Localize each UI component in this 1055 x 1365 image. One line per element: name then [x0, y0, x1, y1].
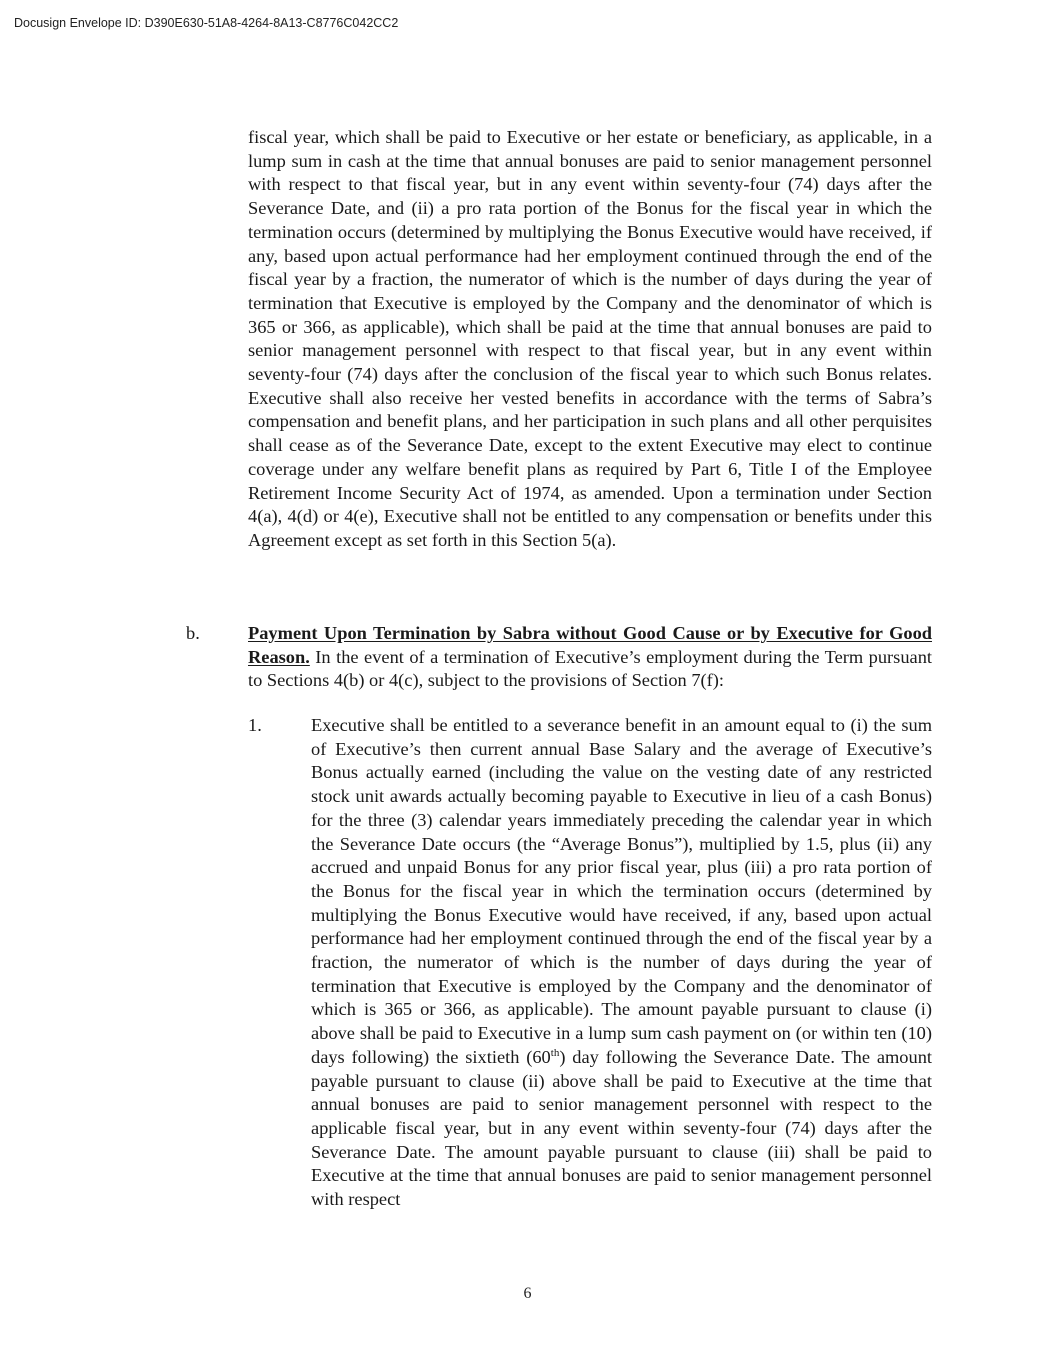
subsection-1-text-part-1: Executive shall be entitled to a severance benefit in an amount equal to (i) the sum of Executive’s then current annual Base Salary and the average of Executive’s Bonus actually earned (including the value on the vesting date of any restricted stock unit awards actually becoming payable to Executive in lieu of a cash Bonus) for the three (3) calendar years immediately preceding the calendar year in which the Severance Date occurs (the “Average Bonus”), multiplied by 1.5, plus (ii) any accrued and unpaid Bonus for any prior fiscal year, plus (iii) a pro rata portion of the Bonus for the fiscal year in which the termination occurs (determined by multiplying the Bonus Executive would have received, if any, based upon actual performance had her employment continued through the end of the fiscal year by a fraction, the numerator of which is the number of days during the year of termination that Executive is employed by the Company and the denominator of which is 365 or 366, as applicable). The amount payable pursuant to clause (i) above shall be paid to Executive in a lump sum cash payment on (or within ten (10) days following) the sixtieth (60 [311, 715, 932, 1067]
section-b-heading: Payment Upon Termination by Sabra without Good Cause or by Executive for Good Reason. [248, 623, 932, 667]
section-b-marker: b. [186, 623, 200, 643]
ordinal-superscript: th [550, 1046, 560, 1059]
page-number: 6 [523, 1285, 532, 1302]
subsection-1-marker: 1. [248, 715, 262, 735]
section-a-continuation-paragraph: fiscal year, which shall be paid to Executive or her estate or beneficiary, as applicable, in a lump sum in cash at the time that annual bonuses are paid to senior management personnel with respect to that fiscal year, but in any event within seventy-four (74) days after the Severance Date, and (ii) a pro rata portion of the Bonus for the fiscal year in which the termination occurs (determined by multiplying the Bonus Executive would have received, if any, based upon actual performance had her employment continued through the end of the fiscal year by a fraction, the numerator of which is the number of days during the year of termination that Executive is employed by the Company and the denominator of which is 365 or 366, as applicable), which shall be paid at the time that annual bonuses are paid to senior management personnel with respect to that fiscal year, but in any event within seventy-four (74) days after the conclusion of the fiscal year to which such Bonus relates. Executive shall also receive her vested benefits in accordance with the terms of Sabra’s compensation and benefit plans, and her participation in such plans and all other perquisites shall cease as of the Severance Date, except to the extent Executive may elect to continue coverage under any welfare benefit plans as required by Part 6, Title I of the Employee Retirement Income Security Act of 1974, as amended. Upon a termination under Section 4(a), 4(d) or 4(e), Executive shall not be entitled to any compensation or benefits under this Agreement except as set forth in this Section 5(a). [248, 127, 932, 550]
section-b-paragraph [248, 622, 932, 693]
subsection-1-paragraph [311, 714, 932, 1212]
section-b [186, 622, 932, 693]
subsection-1 [248, 714, 932, 1212]
subsection-1-text-part-2: ) day following the Severance Date. The amount payable pursuant to clause (ii) above shall be paid to Executive at the time that annual bonuses are paid to senior management personnel with respect to the applicable fiscal year, but in any event within seventy-four (74) days after the Severance Date. The amount payable pursuant to clause (iii) shall be paid to Executive at the time that annual bonuses are paid to senior management personnel with respect [311, 1046, 933, 1210]
section-b-text: In the event of a termination of Executive’s employment during the Term pursuant to Sections 4(b) or 4(c), subject to the provisions of Section 7(f): [248, 646, 932, 691]
docusign-envelope-id: Docusign Envelope ID: D390E630-51A8-4264-8A13-C8776C042CC2 [14, 16, 399, 30]
